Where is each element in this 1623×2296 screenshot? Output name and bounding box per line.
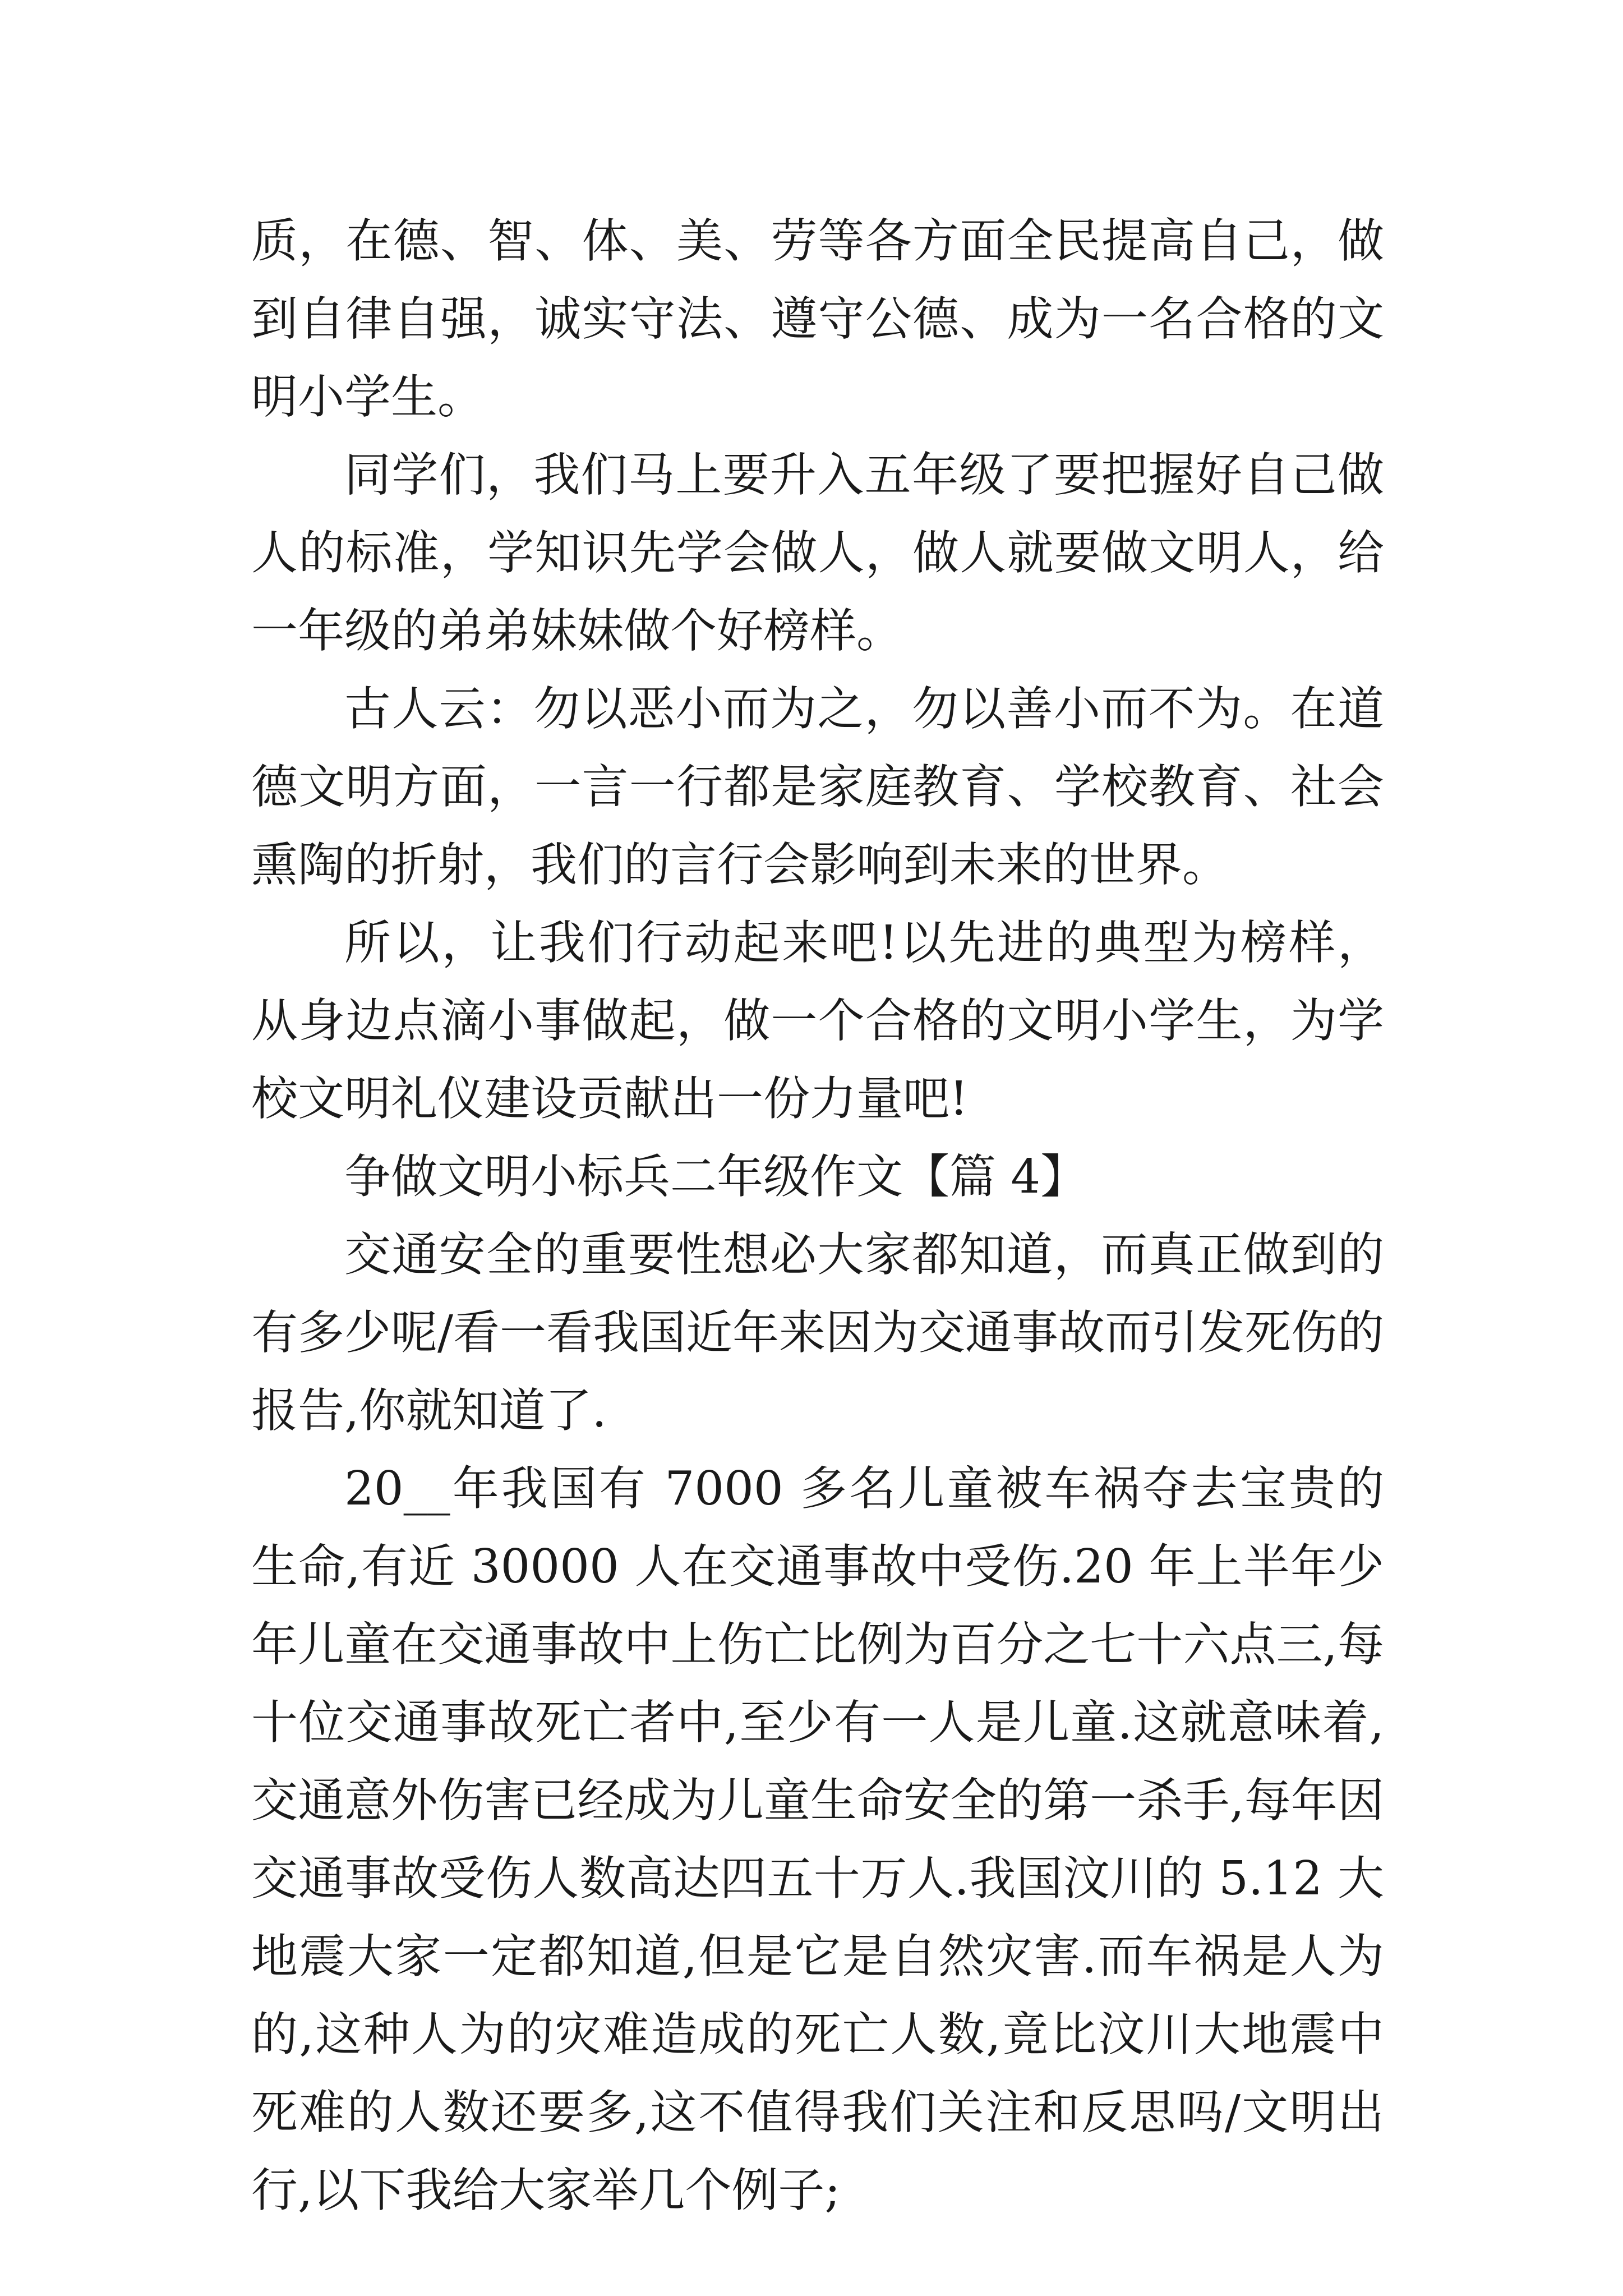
paragraph-call-to-action: 所以，让我们行动起来吧!以先进的典型为榜样，从身边点滴小事做起，做一个合格的文明小学生，为学校文明礼仪建设贡献出一份力量吧! — [251, 915, 1384, 1126]
section-heading: 争做文明小标兵二年级作文【篇 4】 — [344, 1149, 1087, 1204]
essay-body — [251, 202, 1384, 2229]
paragraph-classmates: 同学们，我们马上要升入五年级了要把握好自己做人的标准，学知识先学会做人，做人就要做文明人，给一年级的弟弟妹妹做个好榜样。 — [251, 448, 1384, 658]
paragraph-traffic-statistics: 20__年我国有 7000 多名儿童被车祸夺去宝贵的生命,有近 30000 人在交通事故中受伤.20 年上半年少年儿童在交通事故中上伤亡比例为百分之七十六点三,每十位交通事故死亡者中,至少有一人是儿童.这就意味着,交通意外伤害已经成为儿童生命安全的第一杀手,每年因交通事故受伤人数高达四五十万人.我国汶川的 5.12 大地震大家一定都知道,但是它是自然灾害.而车祸是人为的,这种人为的灾难造成的死亡人数,竟比汶川大地震中死难的人数还要多,这不值得我们关注和反思吗/文明出行,以下我给大家举几个例子; — [251, 1461, 1384, 2217]
paragraph-traffic-safety: 交通安全的重要性想必大家都知道，而真正做到的有多少呢/看一看我国近年来因为交通事故而引发死伤的报告,你就知道了. — [251, 1227, 1384, 1438]
paragraph-ancient-saying: 古人云：勿以恶小而为之，勿以善小而不为。在道德文明方面，一言一行都是家庭教育、学校教育、社会熏陶的折射，我们的言行会影响到未来的世界。 — [251, 682, 1384, 892]
paragraph-continuation: 质，在德、智、体、美、劳等各方面全民提高自己，做到自律自强，诚实守法、遵守公德、成为一名合格的文明小学生。 — [251, 214, 1384, 424]
